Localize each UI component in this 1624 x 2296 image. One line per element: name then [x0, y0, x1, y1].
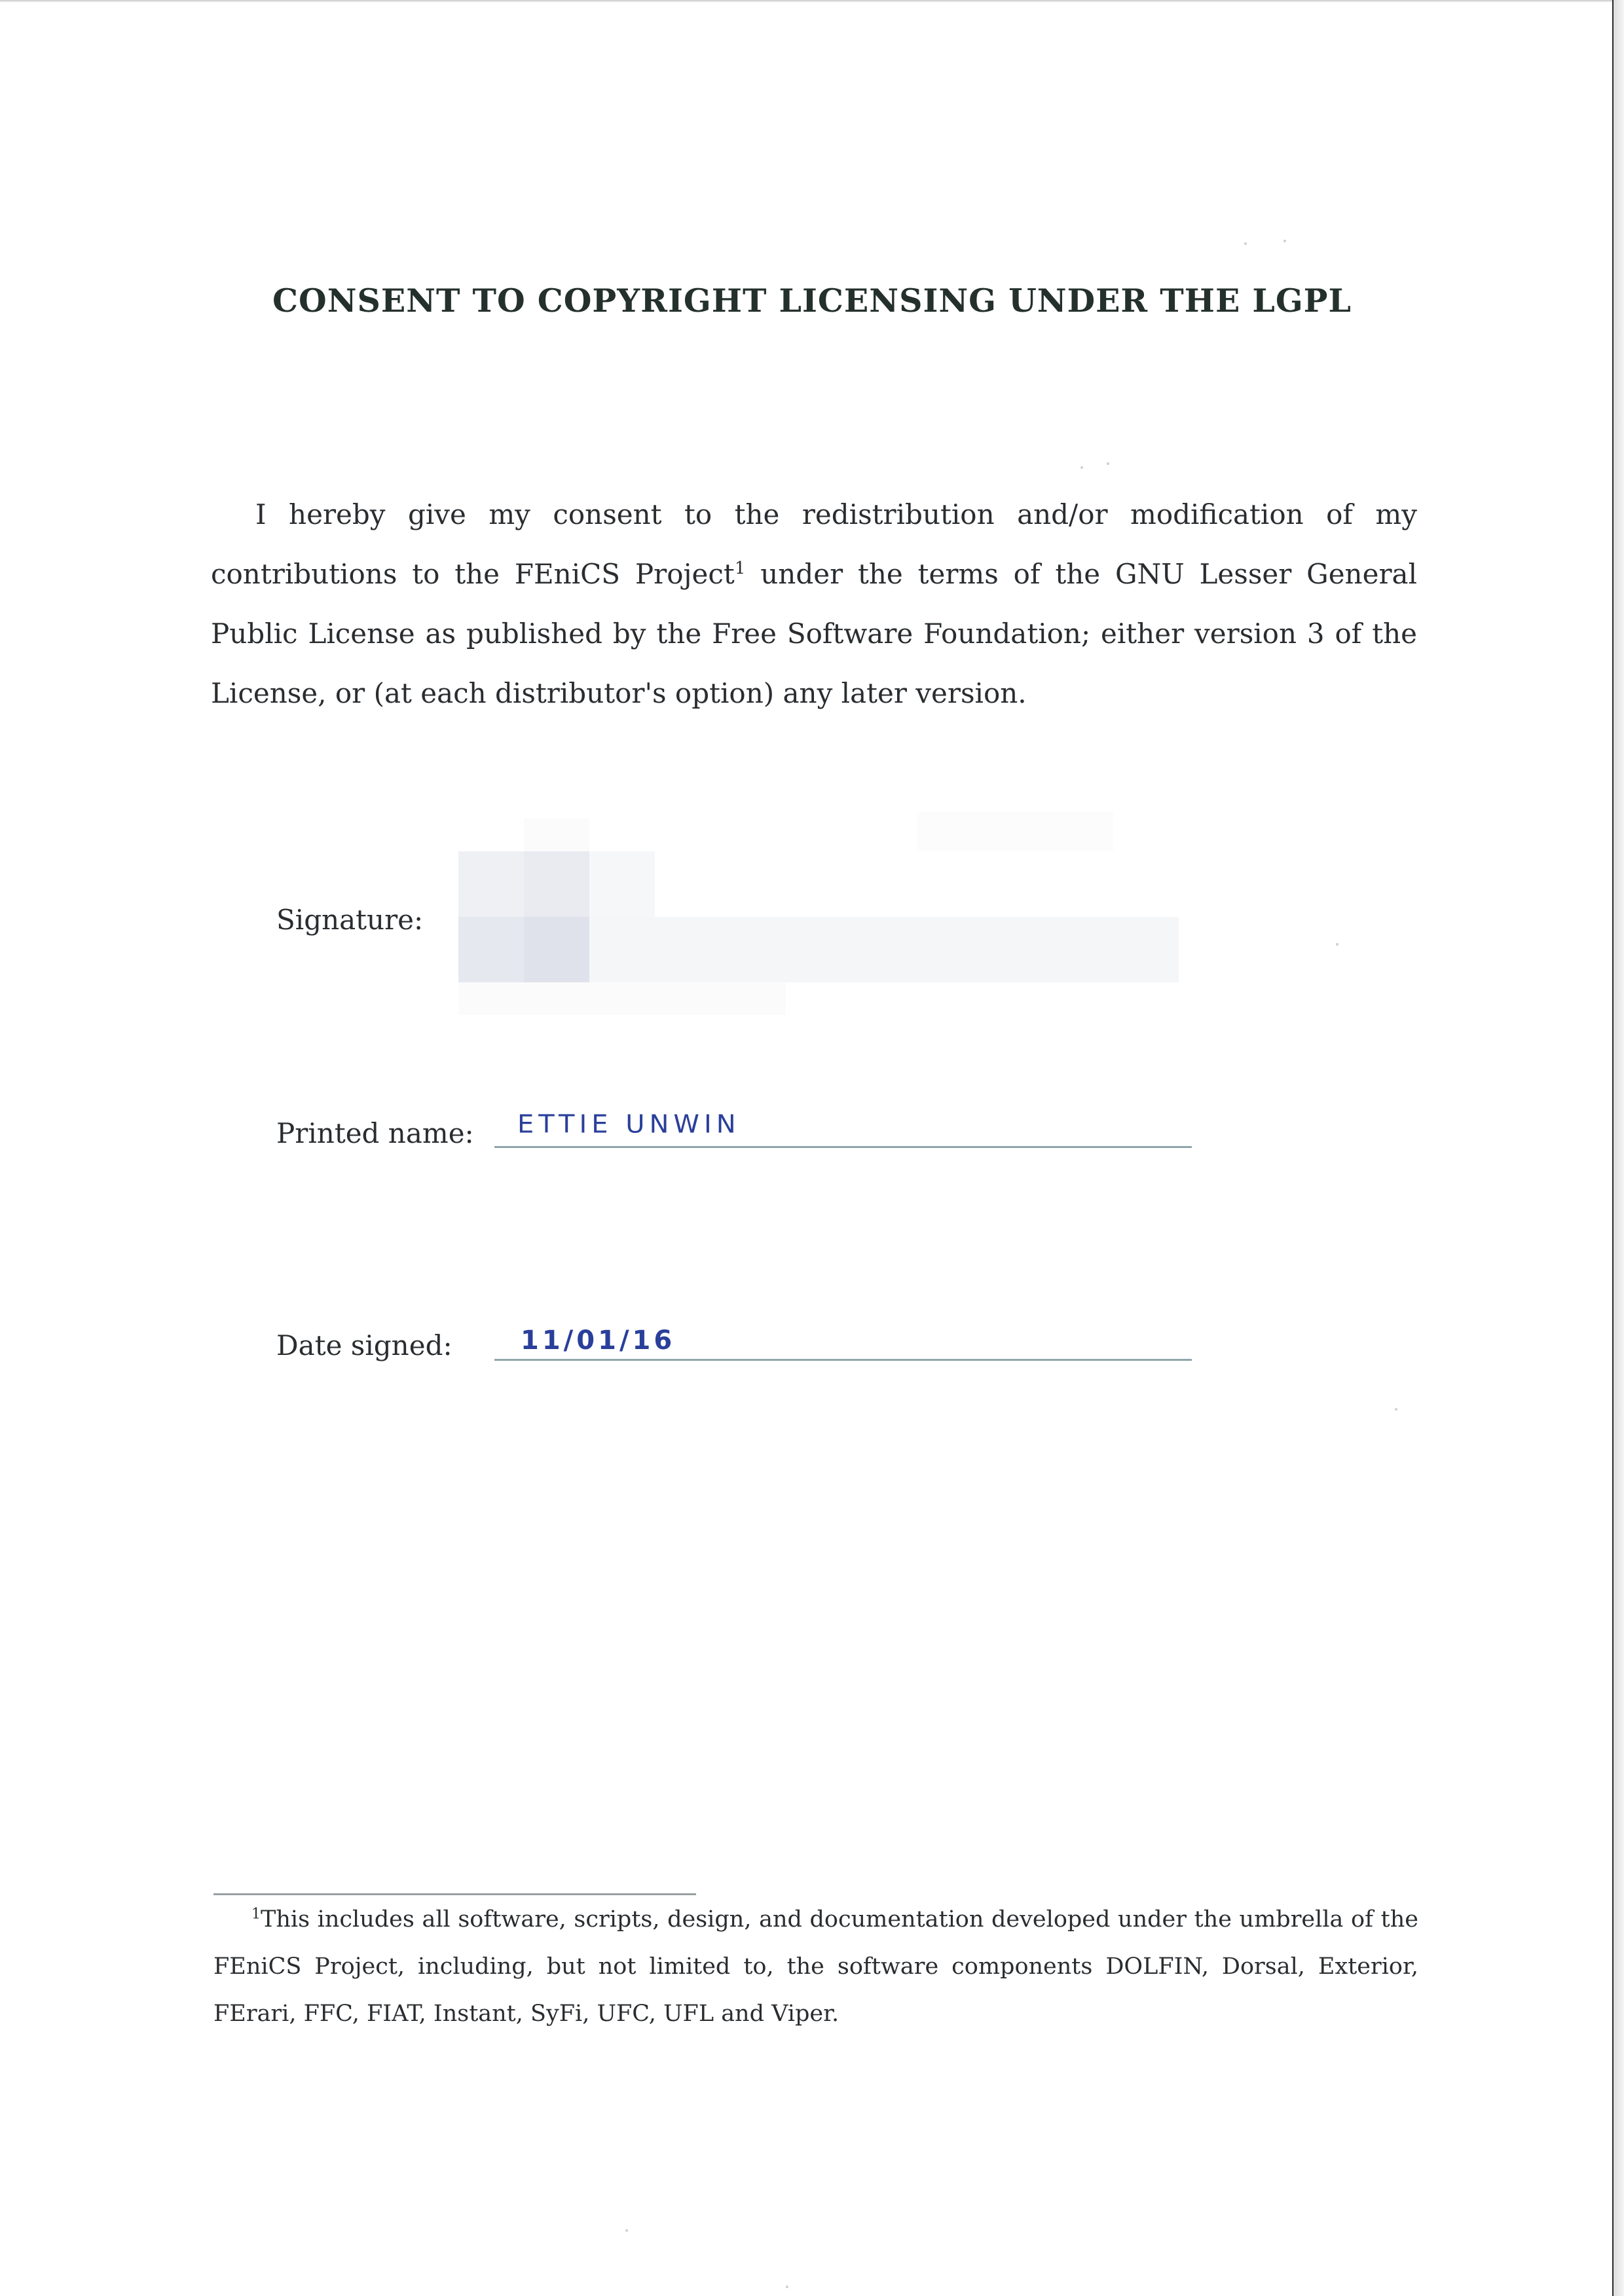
signature-redacted	[458, 812, 1244, 1022]
scan-speck	[1336, 943, 1338, 946]
date-signed-label: Date signed:	[276, 1329, 452, 1361]
printed-name-label: Printed name:	[276, 1117, 474, 1149]
scan-speck	[1395, 1408, 1397, 1411]
scan-speck	[786, 2286, 788, 2288]
document-title: CONSENT TO COPYRIGHT LICENSING UNDER THE LGPL	[272, 282, 1352, 320]
scan-right-shade	[1614, 0, 1624, 2296]
consent-paragraph	[211, 485, 1417, 723]
signature-label: Signature:	[276, 904, 424, 936]
scan-speck	[1080, 466, 1083, 469]
scan-top-edge	[0, 0, 1624, 3]
date-signed-line	[494, 1359, 1192, 1361]
consent-text-part2: under the terms of the GNU Lesser General Public License as published by the Free Software Foundation; either version 3 of the License, or (at each distributor's option) any later version.	[211, 558, 1418, 709]
footnote-marker: 1	[251, 1906, 261, 1923]
footnote	[213, 1896, 1418, 2037]
footnote-text: This includes all software, scripts, design, and documentation developed under the umbrella of the FEniCS Project, including, but not limited to, the software components DOLFIN, Dorsal, Exterior, FErari, FFC, FIAT, Instant, SyFi, UFC, UFL and Viper.	[213, 1906, 1418, 2027]
printed-name-line	[494, 1146, 1192, 1148]
footnote-reference: 1	[734, 559, 746, 578]
printed-name-value: ETTIE UNWIN	[517, 1110, 741, 1139]
scan-speck	[1244, 242, 1247, 245]
scan-speck	[1283, 240, 1286, 242]
consent-text-part1: I hereby give my consent to the redistribution and/or modification of my contributions to the FEniCS Project	[211, 498, 1417, 590]
scan-speck	[1107, 462, 1109, 465]
footnote-rule	[213, 1893, 696, 1895]
scan-speck	[625, 2229, 628, 2232]
date-signed-value: 11/01/16	[521, 1325, 676, 1356]
